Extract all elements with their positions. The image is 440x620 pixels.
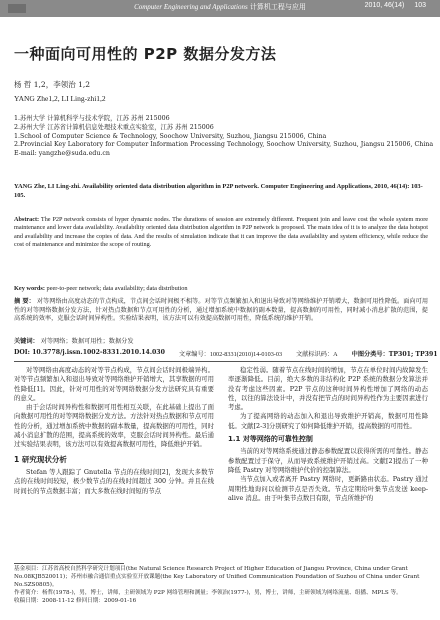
body-paragraph: 当节点加入或者离开 Pastry 网络时，更新路由状态。Pastry 通过周期性地询问以检测节点是否失效。节点定期给叶集节点发送 keep-alive 消息。由于叶集节点数目有限，节点所维护的 bbox=[228, 475, 428, 502]
authors-cn: 杨 哲 1,2，李领治 1,2 bbox=[14, 80, 91, 89]
body-paragraph: 由于会话时间异构性和数据可用性相互关联，在此基础上提出了面向数据可用性的对等网络数据分发方法。方法针对热点数据和节点可用性的分析，通过增加系统中数据的副本数量，提高数据的可用性，同时减小消息扩散的范围，提高系统的效率，克服会话时间异构性。最后通过实验结果表明，该方法可以有效提高数据可用性，降低维护开销。 bbox=[14, 403, 214, 449]
affiliation-line: 2.Provincial Key Laboratory for Computer Information Processing Technology, Soochow University, Suzhou, Jiangsu 215006, China bbox=[14, 141, 434, 149]
body-paragraph: Stefan 等人跟踪了 Gnutella 节点的在线时间[2]，发现大多数节点的在线时间较短，极少数节点的在线时间超过 300 分钟。并且在线时间长的节点数据丰富；而大多数在线时间短的节点 bbox=[14, 467, 214, 495]
affiliation-line: 2.苏州大学 江苏省计算机信息处理技术重点实验室，江苏 苏州 215006 bbox=[14, 123, 214, 131]
article-identifiers bbox=[14, 349, 438, 358]
body-right-column bbox=[228, 366, 428, 503]
author-bio: 作者简介：杨哲(1978-)，男，博士，讲师，主研领域为 P2P 网络管理和测量；李领治(1977-)，男，博士，讲师，主研领域为网络流量、组播、MPLS 等。 bbox=[14, 589, 402, 596]
footnote-divider bbox=[14, 563, 124, 564]
email-line: E-mail: yangzhe@suda.edu.cn bbox=[14, 150, 110, 158]
fund-note: 基金项目：江苏省高校自然科学研究计划项目(the Natural Science Research Project of Higher Education of Jiangsu Province, China under Grant No.08KJB520011)；苏州市融合通信重点实验室开放课题(the Key Laboratory of Unified Communication Foundation of Suzhou of China under Grant No.SZS0805)。 bbox=[14, 566, 420, 588]
abstract-text: The P2P network consists of hyper dynamic nodes. The durations of session are extremely different. Frequent join and leave cost the whole system more maintenance and lower data availability. Availability oriented data distribution algorithm in P2P network is proposed. The main idea of it is to analyze the data hotspot and availability and increase the copies of data. And the results of simulation indicate that it can improve the data availability and system efficiency, while reduce the cost of maintenance and minimize the scope of routing. bbox=[14, 216, 428, 249]
body-left-column bbox=[14, 366, 214, 496]
paper-title: 一种面向可用性的 P2P 数据分发方法 bbox=[14, 45, 277, 63]
document-code: 文献标识码：A bbox=[296, 351, 338, 358]
issue-label: 2010, 46(14) bbox=[364, 2, 405, 9]
abstract-cn-text: 对等网络由高度动态的节点构成，节点间会话时间极不相等。对等节点频繁加入和退出导致对等网络维护开销增大，数据可用性降低。面向可用性的对等网络数据分发方法，针对热点数据和节点可用性的分析，通过增加系统中数据的副本数量，提高数据的可用性，同时减小消息扩散的范围，提高系统的效率，克服会话时间异构性。实验结果表明，该方法可以有效提高数据可用性，降低系统的维护开销。 bbox=[14, 298, 429, 323]
citation: YANG Zhe, LI Ling-zhi. Availability oriented data distribution algorithm in P2P network. Computer Engineering and Applications, 2010, 46(14): 103-105. bbox=[14, 183, 423, 199]
keywords-en-label: Key words: bbox=[14, 285, 45, 292]
keywords-cn-text: 对等网络；数据可用性；数据分发 bbox=[40, 338, 134, 345]
abstract-cn bbox=[14, 298, 428, 324]
section-heading: 1 研究现状分析 bbox=[14, 454, 67, 464]
divider bbox=[14, 361, 428, 362]
clc-number: 中图分类号：TP301; TP391 bbox=[351, 351, 438, 358]
received-dates: 收稿日期：2008-11-12 修回日期：2009-01-16 bbox=[14, 597, 137, 604]
affiliation-line: 1.School of Computer Science & Technology, Soochow University, Suzhou, Jiangsu 215006, China bbox=[14, 132, 327, 140]
subsection-heading: 1.1 对等网络的可靠性控制 bbox=[228, 435, 313, 444]
keywords-en-text: peer-to-peer network; data availability; data distribution bbox=[46, 285, 188, 292]
abstract-label: Abstract: bbox=[14, 216, 40, 223]
article-number: 文章编号：1002-8331(2010)14-0103-03 bbox=[178, 351, 283, 358]
abstract-cn-label: 摘 要： bbox=[14, 298, 35, 305]
affiliation-line: 1.苏州大学 计算机科学与技术学院，江苏 苏州 215006 bbox=[14, 115, 170, 122]
keywords-cn bbox=[14, 336, 134, 345]
affiliations bbox=[14, 115, 434, 159]
body-paragraph: 为了提高网络的动态加入和退出导致维护开销高，数据可用性降低。文献[2-3]分别研究了如何降低维护开销，提高数据的可用性。 bbox=[228, 412, 428, 430]
body-paragraph: 当前的对等网络系统通过静态参数配置以获得所需的可靠性。静态参数配置过于保守，从而导致系统维护开销过高。文献[2]提出了一种降低 Pastry 对等网络维护代价的控制算法。 bbox=[228, 447, 428, 474]
authors-en: YANG Zhe1,2, LI Ling-zhi1,2 bbox=[14, 94, 106, 103]
running-header bbox=[0, 0, 440, 17]
footnote bbox=[14, 566, 428, 606]
keywords-en bbox=[14, 285, 428, 292]
journal-name-en: Computer Engineering and Applications bbox=[134, 3, 248, 11]
body-paragraph: 稳定性弱。随着节点在线时间的增加，节点在单位时间内故障发生率逐渐降低。目前，绝大多数的非结构化 P2P 系统的数据分发算法并没有考虑这些因素。P2P 节点的这种时间异构性增加了网络的动态性，以往的算法设计中，并没有把节点的时间异构性作为主要因素进行考虑。 bbox=[228, 366, 428, 412]
journal-name-cn: 计算机工程与应用 bbox=[249, 3, 306, 11]
doi: DOI: 10.3778/j.issn.1002-8331.2010.14.030 bbox=[14, 349, 165, 356]
header-issue-page bbox=[357, 2, 426, 9]
abstract-en bbox=[14, 216, 428, 250]
page-number: 103 bbox=[414, 2, 426, 9]
keywords-cn-label: 关键词： bbox=[14, 338, 39, 345]
body-paragraph: 对等网络由高度动态的对等节点构成，节点间会话时间极端异构。对等节点频繁加入和退出导致对等网络维护开销增大，其享数据的可用性降低[1]。因此，针对可用性的对等网络数据分发方法研究具有重要的意义。 bbox=[14, 366, 214, 402]
